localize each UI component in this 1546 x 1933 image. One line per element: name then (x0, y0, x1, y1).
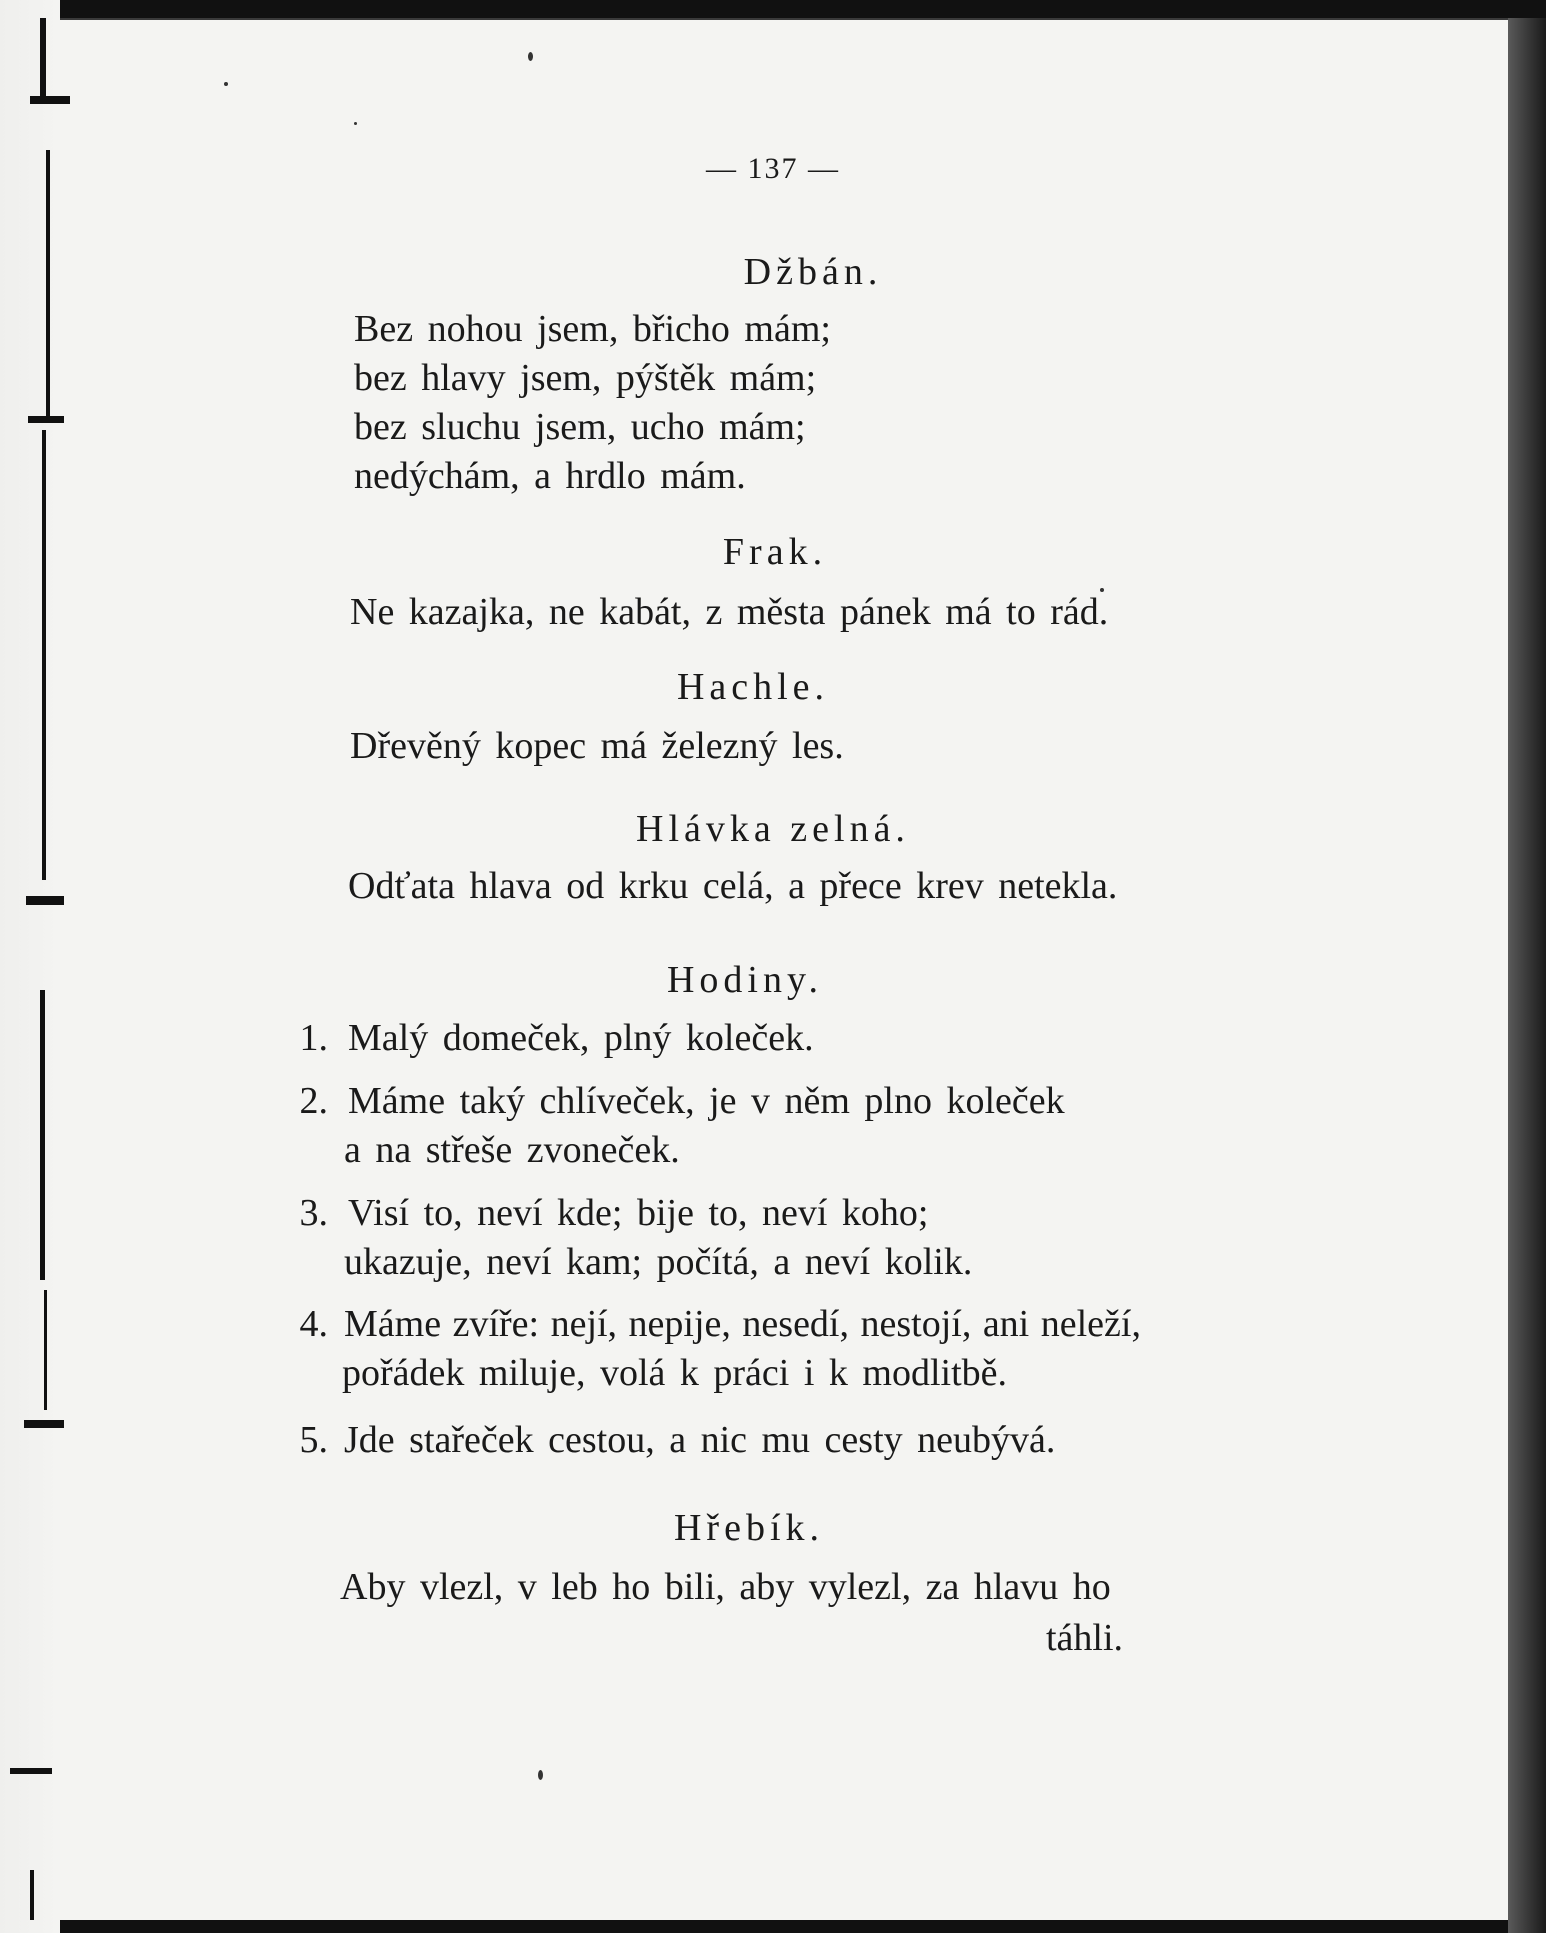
item-number: 4. (299, 1303, 328, 1345)
binding-thread (40, 990, 45, 1280)
riddle-line: Máme zvíře: nejí, nepije, nesedí, nestojí, ani neleží, (344, 1303, 1141, 1345)
paper-speck (538, 1770, 543, 1780)
riddle-title-hodiny: Hodiny. (666, 959, 824, 1001)
riddle-line: Visí to, neví kde; bije to, neví koho; (348, 1192, 929, 1234)
riddle-title-hrebik: Hřebík. (673, 1507, 825, 1549)
riddle-line: pořádek miluje, volá k práci i k modlitbě. (342, 1352, 1008, 1394)
item-number: 1. (299, 1017, 328, 1059)
binding-knot (28, 416, 64, 423)
binding-thread (30, 1870, 34, 1920)
riddle-line: táhli. (1046, 1617, 1124, 1659)
riddle-line: bez hlavy jsem, pýštěk mám; (354, 357, 817, 399)
riddle-line: a na střeše zvoneček. (344, 1129, 680, 1171)
binding-thread (44, 1290, 47, 1410)
item-number: 5. (299, 1419, 328, 1461)
binding-knot (24, 1420, 64, 1428)
paper-speck (354, 122, 357, 125)
riddle-line: Aby vlezl, v leb ho bili, aby vylezl, za hlavu ho (340, 1566, 1111, 1608)
binding-knot (10, 1768, 52, 1774)
riddle-line: Jde stařeček cestou, a nic mu cesty neubývá. (344, 1419, 1056, 1461)
riddle-line: Dřevěný kopec má železný les. (350, 725, 844, 767)
paper-speck (224, 82, 228, 86)
binding-knot (30, 96, 70, 104)
item-number: 2. (299, 1080, 328, 1122)
binding-thread (40, 18, 46, 98)
riddle-line: nedýchám, a hrdlo mám. (354, 455, 746, 497)
riddle-title-hachle: Hachle. (676, 666, 830, 708)
riddle-line: Bez nohou jsem, břicho mám; (354, 308, 831, 350)
riddle-line: Malý domeček, plný koleček. (348, 1017, 814, 1059)
riddle-line: Odťata hlava od krku celá, a přece krev netekla. (348, 865, 1118, 907)
riddle-line: Ne kazajka, ne kabát, z města pánek má to rád. (350, 591, 1109, 633)
paper-speck (528, 52, 533, 61)
riddle-title-hlavka: Hlávka zelná. (636, 808, 910, 850)
riddle-line: Máme taký chlíveček, je v něm plno koleček (348, 1080, 1065, 1122)
riddle-line: ukazuje, neví kam; počítá, a neví kolik. (344, 1241, 973, 1283)
riddle-title-frak: Frak. (722, 531, 828, 573)
riddle-title-dzban: Džbán. (743, 251, 883, 293)
binding-knot (26, 896, 64, 905)
page-number: — 137 — (706, 152, 840, 185)
item-number: 3. (299, 1192, 328, 1234)
riddle-line: bez sluchu jsem, ucho mám; (354, 406, 806, 448)
